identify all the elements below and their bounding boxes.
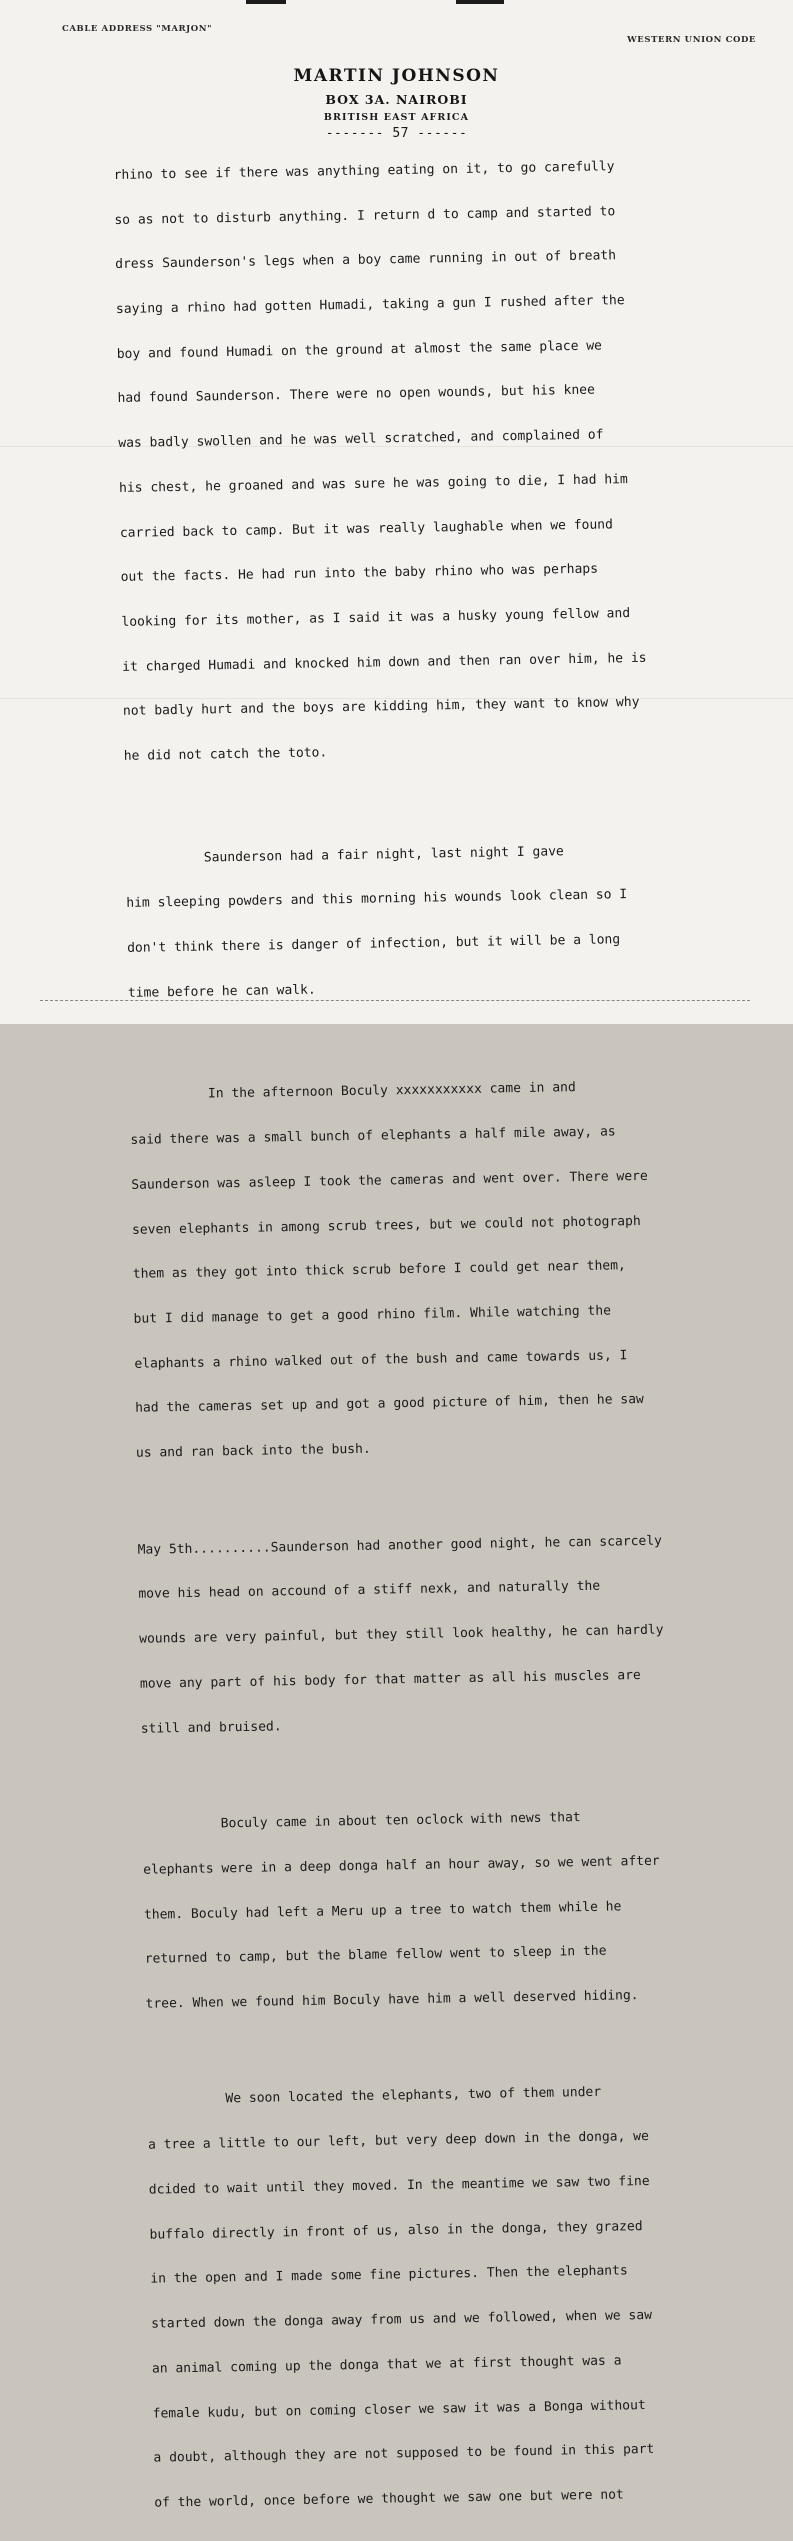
text-line: looking for its mother, as I said it was a husky young fellow and (121, 606, 631, 630)
text-line: still and bruised. (140, 1718, 282, 1737)
text-line: Boculy came in about ten oclock with news that (142, 1810, 581, 1833)
text-line: out the facts. He had run into the baby rhino who was perhaps (120, 561, 599, 586)
top-edge-mark-right (456, 0, 504, 4)
text-line: In the afternoon Boculy xxxxxxxxxxx came in and (129, 1080, 576, 1104)
text-line: said there was a small bunch of elephants a half mile away, as (130, 1124, 616, 1148)
letterhead-address: BOX 3A. NAIROBI (325, 92, 468, 107)
telegraph-code: WESTERN UNION CODE (627, 35, 756, 45)
paragraph-may-5th (137, 1503, 751, 1767)
text-line: wounds are very painful, but they still look healthy, he can hardly (139, 1622, 664, 1647)
text-line: of the world, once before we thought we saw one but were not (154, 2487, 624, 2511)
text-line: them as they got into thick scrub before I could get near them, (132, 1258, 626, 1283)
paragraph-saunderson-night (125, 812, 739, 1031)
paragraph-boculy-news (142, 1778, 756, 2042)
text-line: so as not to disturb anything. I return d to camp and started to (114, 203, 616, 228)
letterhead-country: BRITISH EAST AFRICA (323, 112, 470, 123)
text-line: Saunderson was asleep I took the cameras and went over. There were (131, 1168, 648, 1193)
text-line: was badly swollen and he was well scratched, and complained of (118, 427, 604, 452)
paragraph-elephants-afternoon (129, 1049, 746, 1492)
text-line: started down the donga away from us and we followed, when we saw (151, 2307, 653, 2332)
text-line: Saunderson had a fair night, last night I gave (125, 843, 564, 867)
text-line: buffalo directly in front of us, also in the donga, they grazed (149, 2218, 643, 2243)
cable-address: CABLE ADDRESS "MARJON" (62, 24, 213, 34)
text-line: them. Boculy had left a Meru up a tree to watch them while he (143, 1898, 622, 1923)
text-line: seven elephants in among scrub trees, but we could not photograph (131, 1213, 641, 1238)
text-line: him sleeping powders and this morning his wounds look clean so I (126, 887, 628, 912)
text-line: elaphants a rhino walked out of the bush and came towards us, I (134, 1347, 628, 1372)
text-line: he did not catch the toto. (123, 745, 328, 765)
paragraph-bonga-sighting (147, 2054, 765, 2541)
text-line: had found Saunderson. There were no open wounds, but his knee (117, 383, 596, 407)
letter-body (113, 128, 765, 2541)
text-line: dcided to wait until they moved. In the meantime we saw two fine (148, 2173, 650, 2198)
bottom-rule (40, 1000, 750, 1001)
text-line: a tree a little to our left, but very deep down in the donga, we (147, 2129, 649, 2153)
text-line: move any part of his body for that matter as all his muscles are (139, 1667, 641, 1692)
text-line: in the open and I made some fine pictures. Then the elephants (150, 2263, 628, 2288)
text-line: boy and found Humadi on the ground at almost the same place we (116, 338, 603, 362)
text-line: rhino to see if there was anything eating on it, to go carefully (113, 159, 615, 183)
page-number: ------- 57 ------ (325, 126, 468, 141)
text-line: We soon located the elephants, two of them under (147, 2085, 602, 2109)
text-line: time before he can walk. (127, 982, 316, 1001)
text-line: female kudu, but on coming closer we saw it was a Bonga without (152, 2397, 646, 2422)
text-line: not badly hurt and the boys are kidding him, they want to know why (122, 695, 640, 720)
text-line: but I did manage to get a good rhino film. While watching the (133, 1303, 612, 1327)
text-line: tree. When we found him Boculy have him a well deserved hiding. (145, 1988, 639, 2012)
text-line: carried back to camp. But it was really laughable when we found (119, 516, 614, 541)
text-line: May 5th..........Saunderson had another good night, he can scarcely (137, 1533, 663, 1558)
text-line: it charged Humadi and knocked him down and then ran over him, he is (122, 650, 647, 675)
letterhead-name: MARTIN JOHNSON (293, 66, 500, 86)
top-edge-mark-left (246, 0, 286, 4)
text-line: don't think there is danger of infection, but it will be a long (126, 932, 621, 957)
text-line: had the cameras set up and got a good picture of him, then he saw (135, 1392, 644, 1417)
text-line: returned to camp, but the blame fellow went to sleep in the (144, 1943, 607, 1967)
text-line: elephants were in a deep donga half an hour away, so we went after (143, 1853, 660, 1878)
text-line: saying a rhino had gotten Humadi, taking a gun I rushed after the (115, 293, 625, 317)
text-line: move his head on accound of a stiff nexk, and naturally the (138, 1579, 601, 1603)
text-line: us and ran back into the bush. (135, 1441, 371, 1461)
text-line: his chest, he groaned and was sure he was going to die, I had him (118, 471, 628, 496)
paragraph-rhino-humadi (113, 128, 734, 794)
text-line: dress Saunderson's legs when a boy came running in out of breath (115, 248, 617, 273)
text-line: a doubt, although they are not supposed to be found in this part (153, 2442, 655, 2466)
text-line: an animal coming up the donga that we at first thought was a (151, 2353, 622, 2377)
